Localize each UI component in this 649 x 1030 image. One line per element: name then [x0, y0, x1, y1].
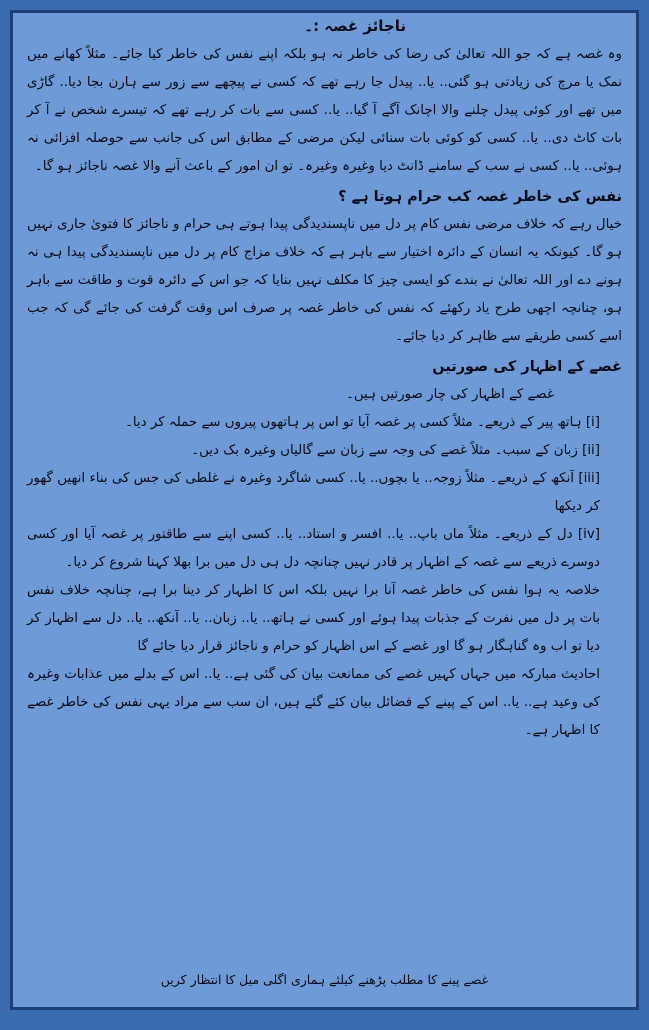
list-item-number: [iii] [578, 471, 600, 486]
list-item-number: [ii] [582, 443, 600, 458]
intro-paragraph: وہ غصہ ہے کہ جو اللہ تعالیٰ کی رضا کی خاطر نہ ہو بلکہ اپنے نفس کی خاطر کیا جائے۔ مثلاً کھانے میں نمک یا مرچ کی زیادتی ہو گئی.. یا.. پیدل جا رہے تھے کہ کسی نے پیچھے سے زور سے ہارن بجا دیا.. گاڑی میں تھے اور کوئی پیدل چلنے والا اچانک آگے آ گیا.. یا.. کسی سے بات کر رہے تھے کہ تیسرے شخص نے آ کر بات کاٹ دی.. یا.. کسی کو کوئی بات سنائی لیکن مرضی کے مطابق اس کی جانب سے حوصلہ افزائی نہ ہوئی.. یا.. کسی نے سب کے سامنے ڈانٹ دیا وغیرہ وغیرہ۔ تو ان امور کے باعث آنے والا غصہ ناجائز ہو گا۔ [27, 47, 622, 174]
document-page [10, 10, 639, 1010]
list-item-text: زبان کے سبب۔ مثلاً غصے کی وجہ سے زبان سے گالیاں وغیرہ بک دیں۔ [191, 443, 578, 458]
list-item-number: [i] [585, 415, 600, 430]
list-item-text: ہاتھ پیر کے ذریعے۔ مثلاً کسی پر غصہ آیا تو اس پر ہاتھوں پیروں سے حملہ کر دیا۔ [125, 415, 582, 430]
list-item [27, 409, 622, 437]
list-item-text: آنکھ کے ذریعے۔ مثلاً زوجہ.. یا بچوں.. یا.. کسی شاگرد وغیرہ نے غلطی کی جس کی بناء انھیں گھور کر دیکھا [27, 471, 600, 514]
haram-paragraph: خیال رہے کہ خلاف مرضی نفس کام پر دل میں ناپسندیدگی پیدا ہوتے ہی حرام و ناجائز کا فتویٰ جاری نہیں ہو گا۔ کیونکہ یہ انسان کے دائرہ اختیار سے باہر ہے کہ خلاف مزاج کام پر دل میں ناپسندیدگی پیدا ہی نہ ہونے دے اور اللہ تعالیٰ نے بندے کو ایسی چیز کا مکلف نہیں بنایا کہ جو اس کے دائرہ قوت و طاقت سے باہر ہو، چنانچہ اچھی طرح یاد رکھئے کہ نفس کی خاطر غصہ پر صرف اس وقت گرفت کی جائے گی کہ جب اسے کسی طریقے سے ظاہر کر دیا جائے۔ [27, 217, 622, 344]
list-item [27, 465, 622, 521]
document-body [27, 41, 622, 745]
list-item [27, 437, 622, 465]
summary-paragraph: خلاصہ یہ ہوا نفس کی خاطر غصہ آنا برا نہیں بلکہ اس کا اظہار کر دینا برا ہے، چنانچہ خلاف نفس بات پر دل میں نفرت کے جذبات پیدا ہوئے اور کسی نے ہاتھ.. یا.. زبان.. یا.. آنکھ.. یا.. دل سے اظہار کر دیا تو اب وہ گناہگار ہو گا اور غصے کے اس اظہار کو حرام و ناجائز قرار دیا جائے گا [27, 583, 600, 654]
section-heading-forms: غصے کے اظہار کی صورتیں [432, 359, 622, 375]
page-title: ناجائز غصہ :۔ [304, 17, 406, 35]
hadith-paragraph: احادیث مبارکہ میں جہاں کہیں غصے کی ممانعت بیان کی گئی ہے.. یا.. اس کے بدلے میں عذابات وغیرہ کی وعید ہے.. یا.. اس کے پینے کے فضائل بیان کئے گئے ہیں، ان سب سے مراد یہی نفس کی خاطر غصے کا اظہار ہے۔ [27, 667, 600, 738]
forms-intro: غصے کے اظہار کی چار صورتیں ہیں۔ [346, 387, 554, 402]
list-item-number: [iv] [577, 527, 601, 542]
footer-note: غصے پینے کا مطلب پڑھنے کیلئے ہماری اگلی میل کا انتظار کریں [160, 972, 489, 987]
list-item-text: دل کے ذریعے۔ مثلاً ماں باپ.. یا.. افسر و استاد.. یا.. کسی اپنے سے طاقتور پر غصہ آیا اور کسی دوسرے ذریعے سے غصہ کے اظہار پر قادر نہیں چنانچہ دل ہی دل میں برا بھلا کہنا شروع کر دیا۔ [27, 527, 600, 570]
list-item [27, 521, 622, 577]
section-heading-haram: نفس کی خاطر غصہ کب حرام ہوتا ہے ؟ [338, 189, 622, 205]
